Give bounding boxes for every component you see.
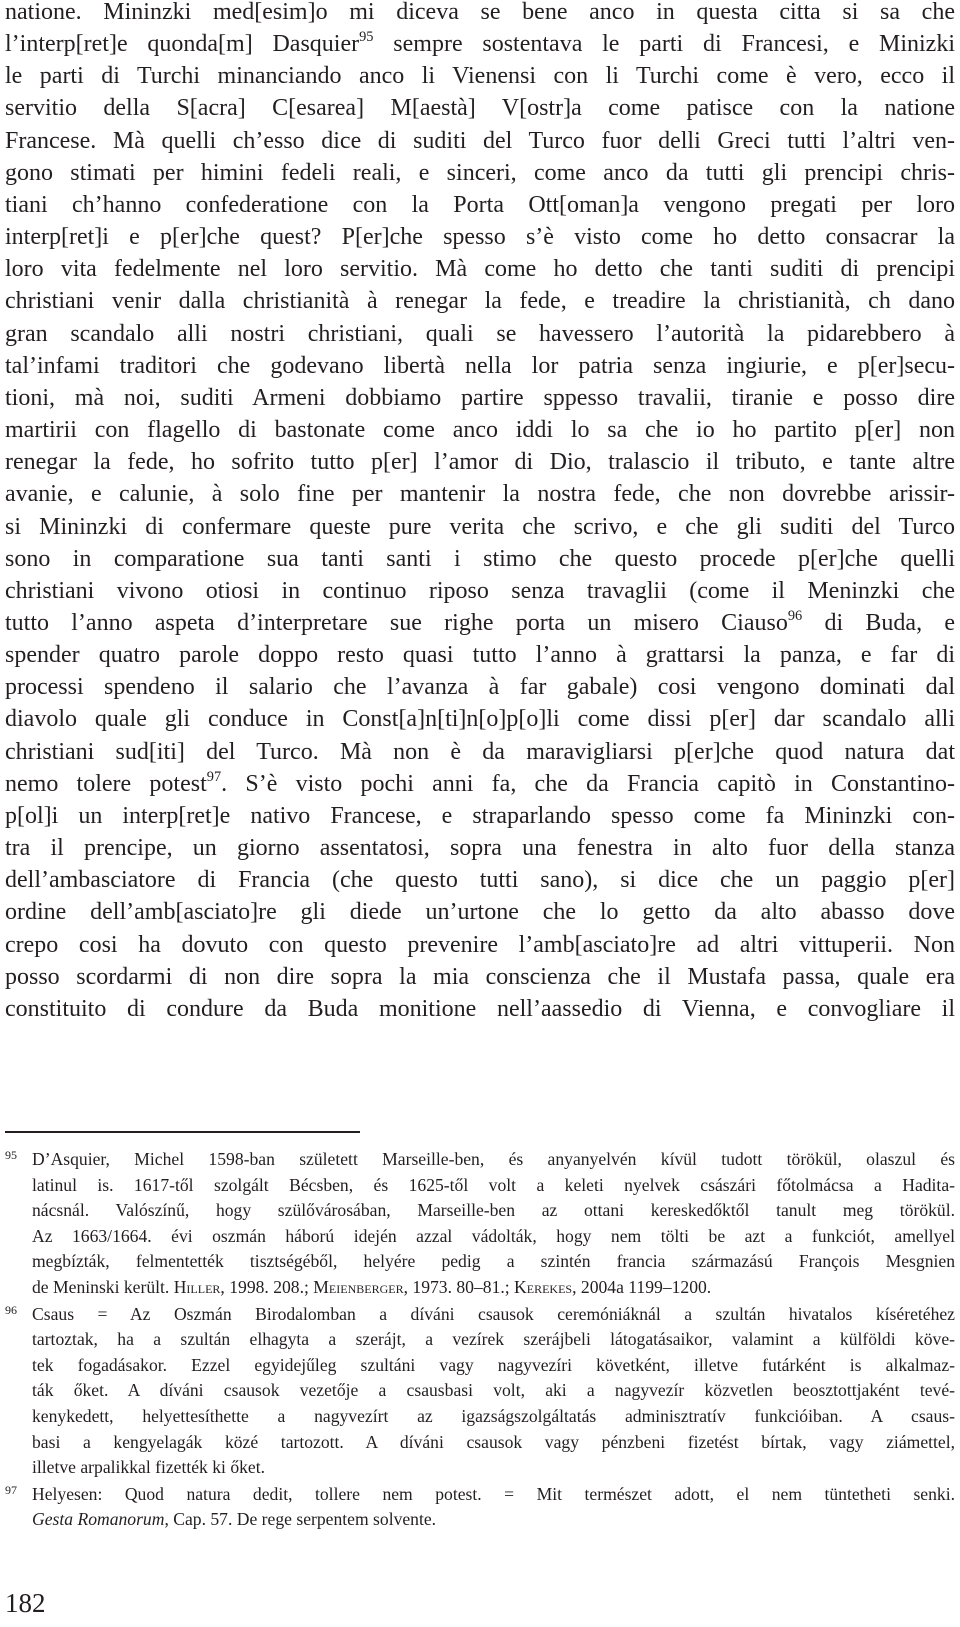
- text-segment: nemo tolere potest: [5, 770, 207, 797]
- text-line: [5, 607, 955, 639]
- author-name: Kerekes: [514, 1276, 573, 1297]
- footnote-line: tartoztak, ha a szultán elhagyta a szerájt, a vezírek szerájbeli látogatásaikor, valamint a külföldi köve-: [32, 1329, 955, 1350]
- text-line: interp[ret]i e p[er]che quest? P[er]che spesso s’è visto come ho detto consacrar la: [5, 224, 955, 251]
- footnote-separator: [5, 1131, 360, 1133]
- text-segment: l’interp[ret]e quonda[m] Dasquier: [5, 31, 360, 58]
- footnote-line: Csaus = Az Oszmán Birodalomban a díváni csausok ceremóniáknál a szultán hivatalos kíséretéhez: [32, 1303, 955, 1324]
- text-line: gran scandalo alli nostri christiani, quali se havessero l’autorità la pidarebbero à: [5, 320, 955, 347]
- document-page: [5, 0, 955, 1627]
- main-text: [5, 0, 955, 1025]
- text-line: loro vita fedelmente nel loro servitio. Mà come ho detto che tanti suditi di prencipi: [5, 256, 955, 283]
- text-line: christiani venir dalla christianità à renegar la fede, e treadire la christianità, ch dano: [5, 288, 955, 315]
- text-line: [5, 768, 955, 800]
- text-segment: , 1973. 80–81.;: [403, 1276, 515, 1297]
- text-line: processi spendeno il salario che l’avanza à far gabale) cosi vengono dominati dal: [5, 674, 955, 701]
- footnote-line: Helyesen: Quod natura dedit, tollere nem potest. = Mit természet adott, el nem tüntetheti senki.: [32, 1483, 955, 1504]
- author-name: Meienberger: [313, 1276, 404, 1297]
- text-line: le parti di Turchi minanciando anco li Vienensi con li Turchi come è vero, ecco il: [5, 63, 955, 90]
- footnote-number: 95: [5, 1148, 17, 1162]
- text-segment: de Meninski került.: [32, 1276, 174, 1297]
- page-number: 182: [5, 1588, 46, 1618]
- text-line: sono in comparatione sua tanti santi i stimo che questo procede p[er]che quelli: [5, 545, 955, 572]
- text-line: spender quatro parole doppo resto quasi tutto l’anno à grattarsi la panza, e far di: [5, 642, 955, 669]
- text-segment: , 1998. 208.;: [220, 1276, 314, 1297]
- text-segment: , 2004a 1199–1200.: [572, 1276, 712, 1297]
- footnotes: [5, 1147, 955, 1534]
- footnote-line: illetve arpalikkal fizették ki őket.: [32, 1457, 266, 1478]
- text-line: si Mininzki di confermare queste pure verita che scrivo, e che gli suditi del Turco: [5, 513, 955, 540]
- footnote-number: 97: [5, 1482, 17, 1497]
- footnote-line: basi a kengyelagák közé tartozott. A díváni csausok vagy pénzbeni fizetést bírtak, vagy ziámettel,: [32, 1431, 955, 1452]
- footnote-line: D’Asquier, Michel 1598-ban született Marseille-ben, és anyanyelvén kívül tudott törökül, olaszul és: [32, 1149, 955, 1169]
- text-segment: , Cap. 57. De rege serpentem solvente.: [164, 1509, 437, 1530]
- text-line: avanie, e calunie, à solo fine per mantenir la nostra fede, che non dovrebbe arissir-: [5, 481, 955, 508]
- text-line: tra il prencipe, un giorno assentatosi, sopra una fenestra in alto fuor della stanza: [5, 835, 955, 862]
- text-segment: tutto l’anno aspeta d’interpretare sue righe porta un misero Ciauso: [5, 609, 788, 636]
- footnote-line: nácsnál. Valószínű, hogy szülővárosában, Marseille-ben az ottani kereskedőktől tanult meg törökül.: [32, 1200, 955, 1221]
- footnote-line: ták őket. A díváni csausok vezetője a csausbasi volt, aki a nagyvezír közvetlen beosztottjaként tevé-: [32, 1380, 955, 1401]
- footnote-96: [5, 1302, 955, 1481]
- text-line: p[ol]i un interp[ret]e nativo Francese, e straparlando spesso come fa Mininzki con-: [5, 802, 955, 829]
- text-line: posso scordarmi di non dire sopra la mia conscienza che il Mustafa passa, quale era: [5, 963, 955, 990]
- text-line: renegar la fede, ho sofrito tutto p[er] l’amor di Dio, tralascio il tributo, e tante altre: [5, 449, 955, 476]
- footnote-line: Az 1663/1664. évi oszmán háború idején azzal vádolták, hogy nem tölti be azt a funkciót, amellyel: [32, 1225, 955, 1246]
- text-segment: . S’è visto pochi anni fa, che da Francia capitò in Constantino-: [221, 770, 955, 797]
- text-line: constituito di condure da Buda monitione nell’aassedio di Vienna, e convogliare il: [5, 995, 955, 1022]
- footnote-ref-96[interactable]: 96: [787, 607, 803, 624]
- text-line: Francese. Mà quelli ch’esso dice di suditi del Turco fuor delli Greci tutti l’altri ven-: [5, 127, 955, 154]
- text-line: ordine dell’amb[asciato]re gli diede un’urtone che lo getto da alto abasso dove: [5, 899, 955, 926]
- footnote-line: tek fogadásakor. Ezzel egyidejűleg szultáni vagy nagyvezíri követként, illetve futárként is alkalmaz-: [32, 1354, 955, 1375]
- text-line: martirii con flagello di bastonate come anco iddi lo sa che io ho partito p[er] non: [5, 417, 955, 444]
- text-line: natione. Mininzki med[esim]o mi diceva se bene anco in questa citta si sa che: [5, 0, 955, 25]
- text-line: tal’infami traditori che godevano libertà nella lor patria senza ingiurie, e p[er]secu-: [5, 352, 955, 379]
- text-line: gono stimati per himini fedeli reali, e sinceri, come anco da tutti gli prencipi chris-: [5, 159, 955, 186]
- footnote-95: [5, 1147, 955, 1301]
- footnote-line: kenykedett, helyettesíthette a nagyvezírt az igazságszolgáltatás adminisztratív funkcióiban. A csaus-: [32, 1405, 955, 1426]
- text-line: servitio della S[acra] C[esarea] M[aestà] V[ostr]a come patisce con la natione: [5, 95, 955, 122]
- text-line: [5, 28, 955, 60]
- footnote-number: 96: [5, 1302, 17, 1317]
- text-line: dell’ambasciatore di Francia (che questo tutti sano), si dice che un paggio p[er]: [5, 867, 955, 894]
- footnote-ref-97[interactable]: 97: [206, 768, 222, 785]
- text-line: christiani vivono otiosi in continuo riposo senza travaglii (come il Meninzki che: [5, 577, 955, 604]
- text-segment: di Buda, e: [802, 609, 956, 636]
- footnote-line: [32, 1507, 955, 1533]
- footnote-line: megbízták, felmentették tisztségéből, helyére pedig a szintén francia származású François Mesgnien: [32, 1251, 955, 1272]
- text-line: tioni, mà noi, suditi Armeni dobbiamo partire sppesso travalii, tiranie e posso dire: [5, 384, 955, 411]
- text-line: christiani sud[iti] del Turco. Mà non è da maravigliarsi p[er]che quod natura dat: [5, 738, 955, 765]
- book-title: Gesta Romanorum: [32, 1509, 165, 1530]
- text-line: diavolo quale gli conduce in Const[a]n[ti]n[o]p[o]li come dissi p[er] dar scandalo alli: [5, 706, 955, 733]
- text-line: crepo cosi ha dovuto con questo prevenire l’amb[asciato]re ad altri vittuperii. Non: [5, 931, 955, 958]
- footnote-line: [32, 1275, 955, 1301]
- footnote-97: [5, 1482, 955, 1533]
- footnote-line: latinul is. 1617-től szolgált Bécsben, és 1625-től volt a keleti nyelvek császári főtolmácsa a Hadita-: [32, 1174, 955, 1195]
- text-segment: sempre sostentava le parti di Francesi, e Minizki: [373, 31, 955, 58]
- author-name: Hiller: [173, 1276, 221, 1297]
- text-line: tiani ch’hanno confederatione con la Porta Ott[oman]a vengono pregati per loro: [5, 191, 955, 218]
- footnote-ref-95[interactable]: 95: [359, 29, 374, 46]
